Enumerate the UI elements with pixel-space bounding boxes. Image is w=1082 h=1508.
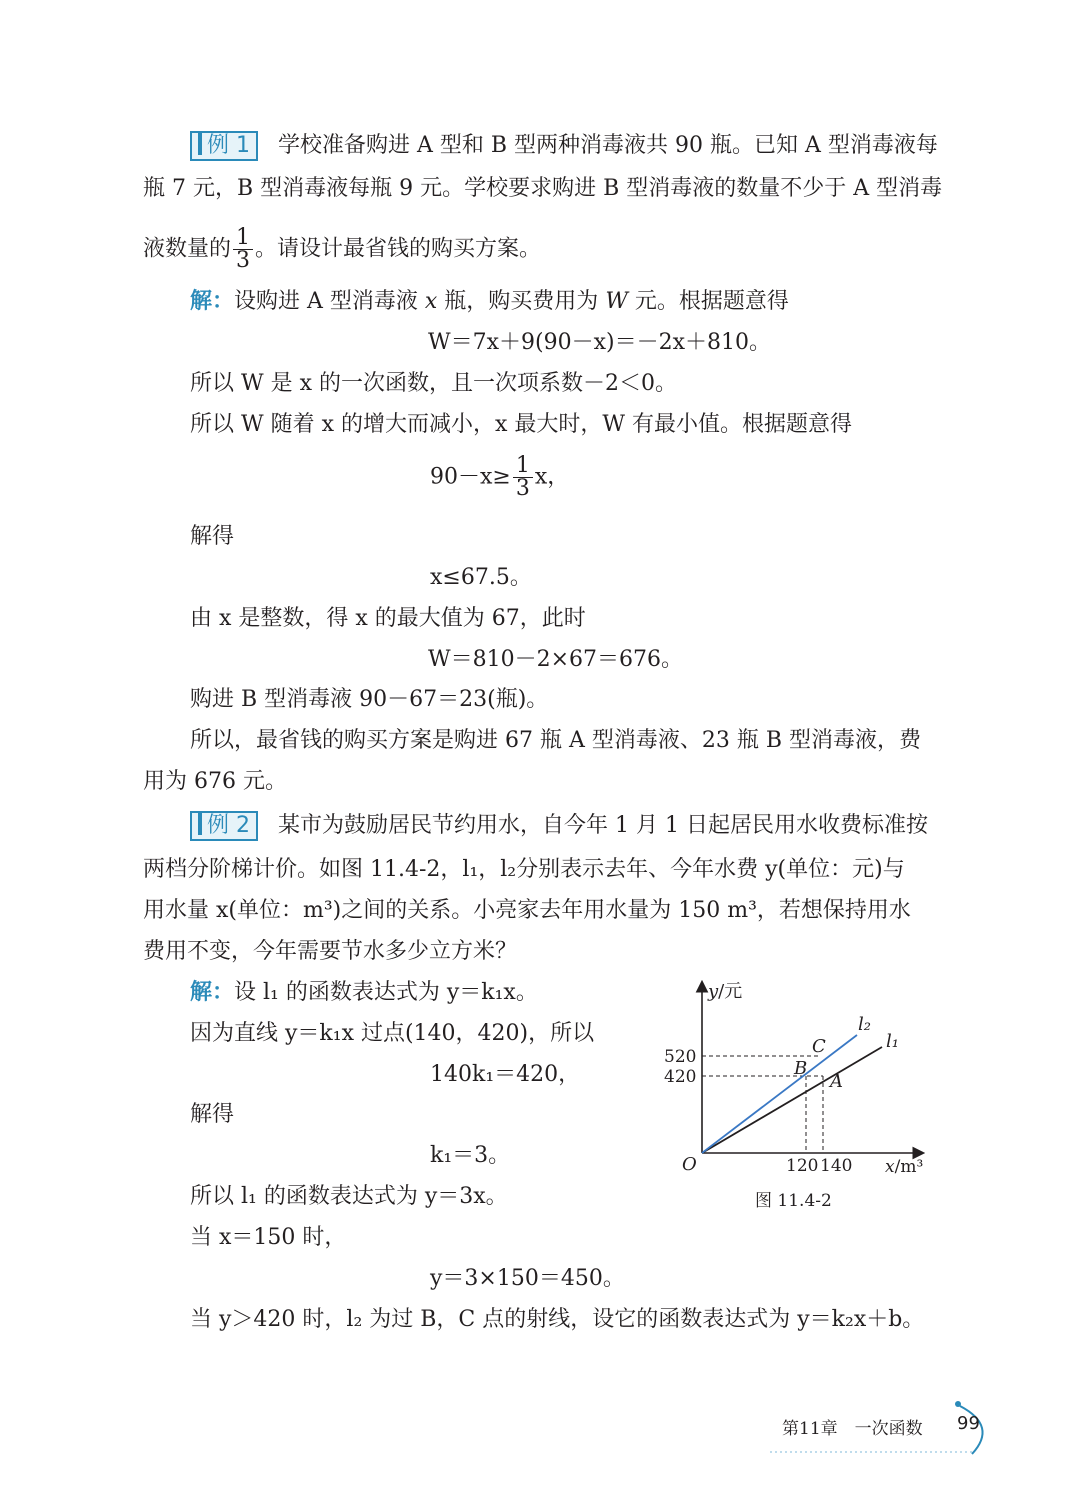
solution2-line6: 所以 l₁ 的函数表达式为 y＝3x。 [190, 1184, 508, 1209]
inequality: 90－x≥ $\frac{1}{3}$ x， [430, 453, 570, 501]
figure-11-4-2 [660, 975, 950, 1220]
solution2-line2: 因为直线 y＝k₁x 过点(140，420)，所以 [190, 1021, 595, 1046]
equation-w-value: W＝810－2×67＝676。 [428, 647, 684, 672]
page-footer [760, 1398, 995, 1456]
equation-140k: 140k₁＝420， [430, 1062, 581, 1087]
line-l2-label: l₂ [858, 1014, 871, 1035]
point-c-label: C [812, 1036, 826, 1057]
solution1-line3: 所以 W 是 x 的一次函数，且一次项系数－2＜0。 [190, 371, 677, 396]
solution1-line11: 所以，最省钱的购买方案是购进 67 瓶 A 型消毒液、23 瓶 B 型消毒液，费 [190, 728, 921, 753]
tick-420: 420 [664, 1067, 697, 1087]
example2-line1: 例 2 某市为鼓励居民节约用水，自今年 1 月 1 日起居民用水收费标准按 [190, 811, 928, 841]
solution-label-2: 解： [190, 980, 235, 1005]
solution1-line4: 所以 W 随着 x 的增大而减小，x 最大时，W 有最小值。根据题意得 [190, 412, 852, 437]
solution2-line4: 解得 [190, 1102, 235, 1127]
solution1-line10: 购进 B 型消毒液 90－67＝23(瓶)。 [190, 687, 549, 712]
y-axis-label: y/元 [708, 981, 743, 1002]
line-l1-label: l₁ [886, 1031, 899, 1052]
example2-line2: 两档分阶梯计价。如图 11.4-2，l₁，l₂分别表示去年、今年水费 y(单位：元)与 [143, 857, 905, 882]
page-number: 99 [957, 1413, 980, 1434]
example-1-tag: 例 1 [190, 131, 258, 161]
figure-caption: 图 11.4-2 [755, 1191, 832, 1211]
tick-140: 140 [820, 1156, 853, 1176]
origin-label: O [682, 1154, 697, 1175]
solution1-line6: 解得 [190, 524, 235, 549]
point-b-label: B [794, 1058, 808, 1079]
point-a-label: A [830, 1071, 843, 1092]
solution2-line9: 当 y＞420 时，l₂ 为过 B，C 点的射线，设它的函数表达式为 y＝k₂x＋b。 [190, 1307, 925, 1332]
equation-y450: y＝3×150＝450。 [430, 1266, 625, 1291]
tick-520: 520 [664, 1047, 697, 1067]
solution1-line1: 解：设购进 A 型消毒液 x 瓶，购买费用为 W 元。根据题意得 [190, 289, 789, 314]
line-l1 [702, 1047, 882, 1153]
solution1-line8: 由 x 是整数，得 x 的最大值为 67，此时 [190, 606, 586, 631]
equation-k1: k₁＝3。 [430, 1143, 511, 1168]
example1-line2: 瓶 7 元，B 型消毒液每瓶 9 元。学校要求购进 B 型消毒液的数量不少于 A 型消毒 [143, 176, 943, 201]
solution1-line12: 用为 676 元。 [143, 769, 287, 794]
example-2-tag: 例 2 [190, 811, 258, 841]
equation-w: W＝7x＋9(90－x)＝－2x＋810。 [428, 330, 771, 355]
equation-x-bound: x≤67.5。 [430, 565, 532, 590]
x-axis-label: x/m³ [885, 1157, 924, 1177]
fraction-one-third-2: $\frac{1}{3}$ [513, 455, 533, 500]
chapter-title: 第11章 一次函数 [782, 1419, 923, 1439]
solution2-line7: 当 x＝150 时， [190, 1225, 347, 1250]
example1-line1: 例 1 学校准备购进 A 型和 B 型两种消毒液共 90 瓶。已知 A 型消毒液每 [190, 131, 938, 161]
example2-line4: 费用不变，今年需要节水多少立方米？ [143, 939, 518, 964]
example2-line3: 用水量 x(单位：m³)之间的关系。小亮家去年用水量为 150 m³，若想保持用水 [143, 898, 911, 923]
line-l2 [702, 1035, 857, 1153]
solution-label: 解： [190, 289, 235, 314]
tick-120: 120 [786, 1156, 819, 1176]
fraction-one-third: $\frac{1}{3}$ [233, 227, 253, 272]
solution2-line1: 解：设 l₁ 的函数表达式为 y＝k₁x。 [190, 980, 538, 1005]
example1-line3: 液数量的 $\frac{1}{3}$ 。请设计最省钱的购买方案。 [143, 225, 542, 273]
